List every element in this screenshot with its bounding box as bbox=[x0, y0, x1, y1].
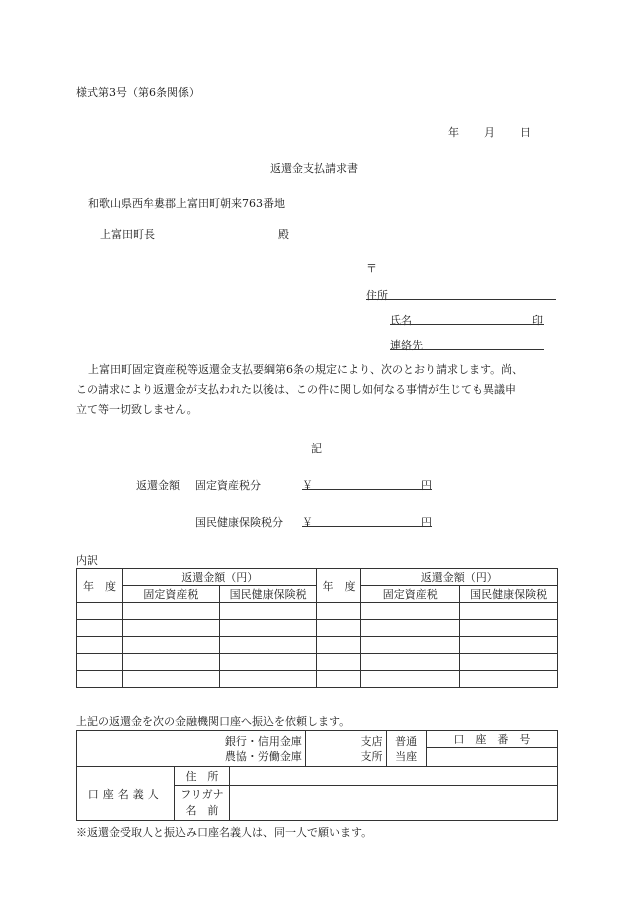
statement-line-3: 立て等一切致しません。 bbox=[76, 403, 198, 416]
applicant-address-label: 住所 bbox=[366, 289, 388, 302]
table-cell[interactable] bbox=[361, 654, 460, 671]
seal-label: 印 bbox=[532, 314, 543, 327]
table-cell[interactable] bbox=[219, 671, 317, 688]
account-holder-label: 口座名義人 bbox=[77, 767, 175, 821]
addressee-address: 和歌山県西牟婁郡上富田町朝来763番地 bbox=[88, 197, 285, 210]
health-yen-unit: 円 bbox=[421, 516, 432, 529]
year-header-right: 年 度 bbox=[317, 569, 361, 603]
table-cell[interactable] bbox=[219, 654, 317, 671]
branch-label-2: 支所 bbox=[360, 749, 383, 763]
year-header-left: 年 度 bbox=[77, 569, 123, 603]
applicant-name-label: 氏名 bbox=[390, 314, 412, 327]
table-cell[interactable] bbox=[77, 654, 123, 671]
holder-address-label: 住 所 bbox=[174, 767, 230, 786]
health-amount-label: 国民健康保険税分 bbox=[195, 516, 283, 529]
form-number: 様式第3号（第6条関係） bbox=[76, 86, 200, 99]
bank-transfer-intro: 上記の返還金を次の金融機関口座へ振込を依頼します。 bbox=[76, 715, 351, 728]
date-day-label: 日 bbox=[520, 126, 531, 139]
table-cell[interactable] bbox=[317, 671, 361, 688]
request-statement bbox=[76, 360, 558, 420]
statement-line-1: 上富田町固定資産税等返還金支払要綱第6条の規定により、次のとおり請求します。尚、 bbox=[88, 363, 524, 376]
holder-name-field[interactable] bbox=[230, 786, 558, 821]
fixed-asset-col-right: 固定資産税 bbox=[361, 586, 460, 603]
fixed-asset-col-left: 固定資産税 bbox=[122, 586, 219, 603]
holder-name-label: 名 前 bbox=[185, 804, 219, 817]
statement-line-2: この請求により返還金が支払われた以後は、この件に関し如何なる事情が生じても異議申 bbox=[76, 383, 516, 396]
ki-heading: 記 bbox=[311, 442, 322, 455]
health-amount-line[interactable] bbox=[302, 526, 432, 527]
addressee-honorific: 殿 bbox=[278, 228, 289, 241]
table-cell[interactable] bbox=[460, 603, 558, 620]
applicant-address-line[interactable] bbox=[366, 299, 556, 300]
table-cell[interactable] bbox=[361, 637, 460, 654]
table-cell[interactable] bbox=[77, 671, 123, 688]
applicant-name-line[interactable] bbox=[390, 324, 544, 325]
breakdown-table bbox=[76, 568, 558, 688]
postal-mark: 〒 bbox=[366, 262, 377, 275]
table-cell[interactable] bbox=[460, 620, 558, 637]
account-number-field[interactable] bbox=[426, 748, 557, 767]
table-cell[interactable] bbox=[361, 603, 460, 620]
table-cell[interactable] bbox=[460, 637, 558, 654]
account-type-cell[interactable] bbox=[386, 731, 426, 767]
table-cell[interactable] bbox=[317, 654, 361, 671]
table-cell[interactable] bbox=[122, 620, 219, 637]
health-yen-mark: ￥ bbox=[302, 516, 313, 529]
applicant-contact-label: 連絡先 bbox=[390, 339, 423, 352]
table-row bbox=[77, 654, 558, 671]
table-cell[interactable] bbox=[122, 671, 219, 688]
health-col-right: 国民健康保険税 bbox=[460, 586, 558, 603]
table-cell[interactable] bbox=[317, 637, 361, 654]
branch-cell[interactable] bbox=[305, 731, 386, 767]
table-cell[interactable] bbox=[317, 620, 361, 637]
bank-type-line-2: 農協・労働金庫 bbox=[224, 749, 302, 763]
table-row bbox=[77, 671, 558, 688]
table-cell[interactable] bbox=[361, 620, 460, 637]
table-cell[interactable] bbox=[77, 603, 123, 620]
table-cell[interactable] bbox=[122, 637, 219, 654]
table-cell[interactable] bbox=[317, 603, 361, 620]
account-type-ordinary: 普通 bbox=[395, 734, 418, 748]
table-row bbox=[77, 603, 558, 620]
health-col-left: 国民健康保険税 bbox=[219, 586, 317, 603]
bank-name-cell[interactable] bbox=[77, 731, 306, 767]
table-cell[interactable] bbox=[219, 620, 317, 637]
applicant-contact-line[interactable] bbox=[390, 349, 544, 350]
fixed-asset-yen-mark: ￥ bbox=[302, 479, 313, 492]
table-cell[interactable] bbox=[77, 620, 123, 637]
date-year-label: 年 bbox=[448, 126, 459, 139]
table-row bbox=[77, 620, 558, 637]
amount-header-right: 返還金額（円） bbox=[361, 569, 558, 586]
bank-account-table bbox=[76, 730, 558, 821]
table-cell[interactable] bbox=[361, 671, 460, 688]
table-cell[interactable] bbox=[77, 637, 123, 654]
document-title: 返還金支払請求書 bbox=[270, 162, 358, 175]
refund-amount-label: 返還金額 bbox=[136, 479, 180, 492]
holder-name-label-cell bbox=[174, 786, 230, 821]
fixed-asset-yen-unit: 円 bbox=[421, 479, 432, 492]
fixed-asset-amount-line[interactable] bbox=[302, 489, 432, 490]
account-holder-note: ※返還金受取人と振込み口座名義人は、同一人で願います。 bbox=[76, 826, 373, 839]
table-cell[interactable] bbox=[122, 654, 219, 671]
holder-furigana-label: フリガナ bbox=[180, 788, 224, 801]
table-cell[interactable] bbox=[122, 603, 219, 620]
holder-address-field[interactable] bbox=[230, 767, 558, 786]
table-cell[interactable] bbox=[460, 671, 558, 688]
account-number-header: 口 座 番 号 bbox=[426, 731, 557, 748]
table-cell[interactable] bbox=[219, 637, 317, 654]
bank-type-line-1: 銀行・信用金庫 bbox=[224, 734, 302, 748]
date-month-label: 月 bbox=[484, 126, 495, 139]
addressee-mayor: 上富田町長 bbox=[100, 228, 155, 241]
table-cell[interactable] bbox=[460, 654, 558, 671]
table-cell[interactable] bbox=[219, 603, 317, 620]
fixed-asset-amount-label: 固定資産税分 bbox=[195, 479, 261, 492]
breakdown-title: 内訳 bbox=[76, 554, 98, 567]
account-type-current: 当座 bbox=[395, 749, 418, 763]
amount-header-left: 返還金額（円） bbox=[122, 569, 317, 586]
table-row bbox=[77, 637, 558, 654]
branch-label-1: 支店 bbox=[360, 734, 383, 748]
